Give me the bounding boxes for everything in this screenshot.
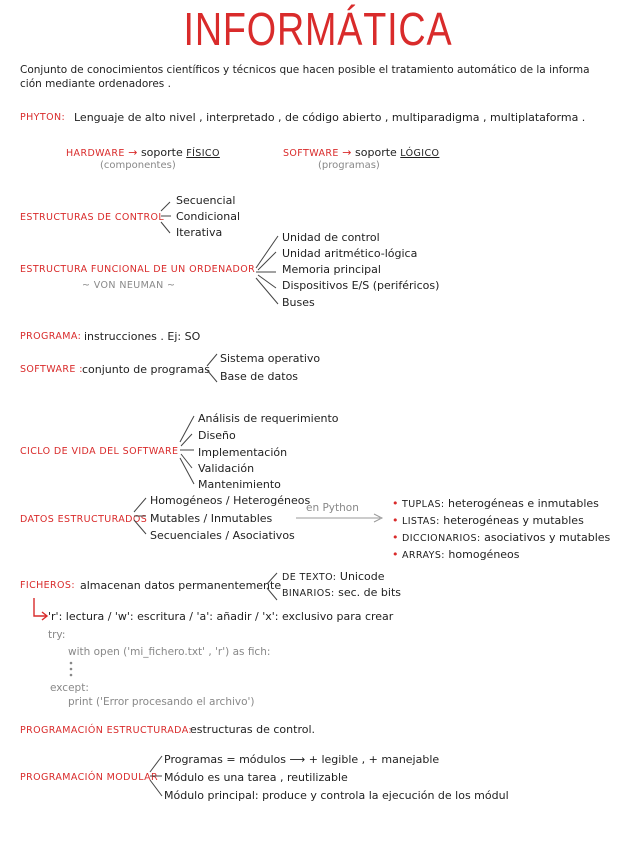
modular-item: Módulo es una tarea , reutilizable <box>164 771 348 784</box>
definition-line-2: ción mediante ordenadores . <box>20 78 171 90</box>
python-text: Lenguaje de alto nivel , interpretado , de código abierto , multiparadigma , multiplataforma . <box>74 111 586 124</box>
file-type-name: DE TEXTO: <box>282 572 337 583</box>
software-support-label: SOFTWARE <box>283 148 339 159</box>
software-support-note: (programas) <box>318 160 380 171</box>
python-label: PHYTON: <box>20 112 66 123</box>
control-label: ESTRUCTURAS DE CONTROL <box>20 212 165 223</box>
functional-label: ESTRUCTURA FUNCIONAL DE UN ORDENADOR <box>20 264 256 275</box>
arrow-icon: → <box>128 146 138 159</box>
ellipsis-icon <box>68 660 74 678</box>
python-type: • LISTAS: heterogéneas y mutables <box>392 514 584 527</box>
functional-item: Unidad aritmético-lógica <box>282 247 418 260</box>
definition-line-1: Conjunto de conocimientos científicos y técnicos que hacen posible el tratamiento automático de la informa <box>20 64 590 76</box>
page-title: INFORMÁTICA <box>183 3 453 55</box>
python-type-desc: homogéneos <box>448 548 520 561</box>
file-type-name: BINARIOS: <box>282 588 335 599</box>
software-support-row <box>283 146 439 159</box>
control-bracket <box>158 198 174 238</box>
lifecycle-item: Mantenimiento <box>198 478 281 491</box>
lifecycle-label: CICLO DE VIDA DEL SOFTWARE <box>20 446 179 457</box>
software-text: conjunto de programas <box>82 363 210 376</box>
hardware-label: HARDWARE <box>66 148 125 159</box>
data-bracket <box>130 494 150 540</box>
files-text: almacenan datos permanentemente <box>80 579 282 592</box>
data-label: DATOS ESTRUCTURADOS <box>20 514 148 525</box>
python-type-name: DICCIONARIOS: <box>402 533 481 544</box>
control-item: Iterativa <box>176 226 223 239</box>
code-line: except: <box>50 682 89 694</box>
data-item: Mutables / Inmutables <box>150 512 273 525</box>
functional-item: Memoria principal <box>282 263 381 276</box>
python-type-desc: heterogéneas y mutables <box>443 514 584 527</box>
functional-item: Buses <box>282 296 315 309</box>
modular-item: Módulo principal: produce y controla la ejecución de los módul <box>164 789 509 802</box>
file-modes: 'r': lectura / 'w': escritura / 'a': añadir / 'x': exclusivo para crear <box>48 610 394 623</box>
lifecycle-item: Análisis de requerimiento <box>198 412 339 425</box>
control-item: Secuencial <box>176 194 236 207</box>
lifecycle-item: Implementación <box>198 446 288 459</box>
python-type-name: LISTAS: <box>402 516 440 527</box>
modular-label: PROGRAMACIÓN MODULAR <box>20 772 159 783</box>
software-item: Base de datos <box>220 370 299 383</box>
files-label: FICHEROS: <box>20 580 75 591</box>
software-support-text: soporte <box>355 146 397 159</box>
software-item: Sistema operativo <box>220 352 321 365</box>
program-text: instrucciones . Ej: SO <box>84 330 201 343</box>
arrow-icon <box>294 512 386 524</box>
file-type-desc: sec. de bits <box>338 586 402 599</box>
software-support-kind: LÓGICO <box>400 148 440 159</box>
hardware-text: soporte <box>140 146 183 159</box>
hardware-row <box>66 146 220 159</box>
structured-text: estructuras de control. <box>190 723 316 736</box>
functional-item: Unidad de control <box>282 231 380 244</box>
lifecycle-item: Validación <box>198 462 255 475</box>
software-bracket <box>204 352 220 386</box>
file-type <box>282 570 385 583</box>
code-line: try: <box>48 629 66 641</box>
python-type: • ARRAYS: homogéneos <box>392 548 520 561</box>
lifecycle-bracket <box>176 412 198 492</box>
code-line: print ('Error procesando el archivo') <box>68 696 255 708</box>
modular-bracket <box>146 752 166 800</box>
file-type <box>282 586 401 599</box>
python-type: • TUPLAS: heterogéneas e inmutables <box>392 497 599 510</box>
hardware-note: (componentes) <box>100 160 176 171</box>
arrow-icon <box>28 596 50 622</box>
functional-bracket <box>252 232 282 310</box>
hardware-kind: FÍSICO <box>186 148 220 159</box>
control-item: Condicional <box>176 210 241 223</box>
python-note: en Python <box>306 502 359 514</box>
code-line: with open ('mi_fichero.txt' , 'r') as fich: <box>68 646 271 658</box>
python-type-name: TUPLAS: <box>402 499 445 510</box>
modular-item: Programas = módulos ⟶ + legible , + manejable <box>164 753 440 766</box>
lifecycle-item: Diseño <box>198 429 236 442</box>
functional-item: Dispositivos E/S (periféricos) <box>282 279 440 292</box>
data-item: Homogéneos / Heterogéneos <box>150 494 311 507</box>
program-label: PROGRAMA: <box>20 331 82 342</box>
file-type-desc: Unicode <box>339 570 385 583</box>
python-type-desc: heterogéneas e inmutables <box>448 497 599 510</box>
functional-sub: ~ VON NEUMAN ~ <box>82 280 176 291</box>
python-type: • DICCIONARIOS: asociativos y mutables <box>392 531 611 544</box>
python-type-name: ARRAYS: <box>402 550 445 561</box>
structured-label: PROGRAMACIÓN ESTRUCTURADA: <box>20 725 193 736</box>
arrow-icon: → <box>342 146 352 159</box>
python-type-desc: asociativos y mutables <box>484 531 611 544</box>
software-label: SOFTWARE : <box>20 364 83 375</box>
files-bracket <box>264 570 280 604</box>
data-item: Secuenciales / Asociativos <box>150 529 295 542</box>
